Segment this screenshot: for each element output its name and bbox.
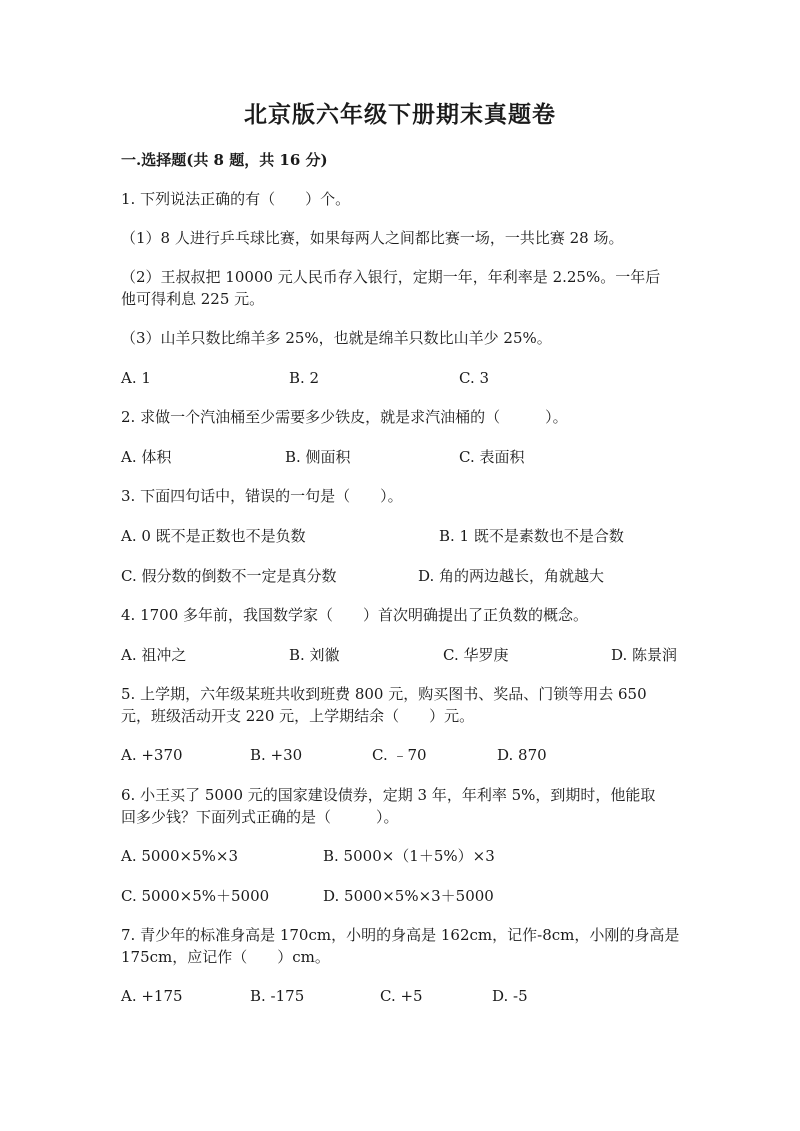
question-1-option-b[interactable]: B. 2	[289, 369, 320, 387]
question-7-option-a[interactable]: A. +175	[121, 987, 183, 1005]
question-6-text-cont: 回多少钱？下面列式正确的是（ ）。	[121, 808, 399, 826]
question-5-text: 5. 上学期，六年级某班共收到班费 800 元，购买图书、奖品、门锁等用去 650	[121, 685, 647, 703]
question-1-option-c[interactable]: C. 3	[459, 369, 490, 387]
question-5-text-cont: 元，班级活动开支 220 元，上学期结余（ ）元。	[121, 707, 475, 725]
question-5-option-d[interactable]: D. 870	[497, 746, 547, 764]
question-7-option-b[interactable]: B. -175	[250, 987, 305, 1005]
question-2-option-a[interactable]: A. 体积	[121, 448, 172, 466]
question-5-option-b[interactable]: B. +30	[250, 746, 303, 764]
question-1-statement-2: （2）王叔叔把 10000 元人民币存入银行，定期一年，年利率是 2.25%。一年后	[121, 268, 661, 286]
question-4-option-d[interactable]: D. 陈景润	[611, 646, 678, 664]
question-3-option-c[interactable]: C. 假分数的倒数不一定是真分数	[121, 567, 337, 585]
question-6-option-a[interactable]: A. 5000×5%×3	[121, 847, 239, 865]
question-6-option-d[interactable]: D. 5000×5%×3＋5000	[323, 887, 494, 905]
question-4-option-b[interactable]: B. 刘徽	[289, 646, 340, 664]
question-2-option-b[interactable]: B. 侧面积	[285, 448, 351, 466]
question-3-option-d[interactable]: D. 角的两边越长，角就越大	[418, 567, 605, 585]
page-title: 北京版六年级下册期末真题卷	[244, 101, 556, 128]
question-6-text: 6. 小王买了 5000 元的国家建设债券，定期 3 年，年利率 5%，到期时，他能取	[121, 786, 656, 804]
question-3-text: 3. 下面四句话中，错误的一句是（ ）。	[121, 487, 403, 505]
question-2-text: 2. 求做一个汽油桶至少需要多少铁皮，就是求汽油桶的（ ）。	[121, 408, 568, 426]
question-1-statement-2-cont: 他可得利息 225 元。	[121, 290, 265, 308]
question-4-option-a[interactable]: A. 祖冲之	[121, 646, 187, 664]
question-3-option-a[interactable]: A. 0 既不是正数也不是负数	[121, 527, 306, 545]
question-7-option-c[interactable]: C. +5	[380, 987, 423, 1005]
question-2-option-c[interactable]: C. 表面积	[459, 448, 525, 466]
question-5-option-c[interactable]: C. ﹣70	[372, 746, 427, 764]
question-1-option-a[interactable]: A. 1	[121, 369, 151, 387]
question-1-text: 1. 下列说法正确的有（ ）个。	[121, 190, 351, 208]
question-7-option-d[interactable]: D. -5	[492, 987, 528, 1005]
question-1-statement-3: （3）山羊只数比绵羊多 25%，也就是绵羊只数比山羊少 25%。	[121, 329, 552, 347]
question-6-option-c[interactable]: C. 5000×5%＋5000	[121, 887, 270, 905]
question-6-option-b[interactable]: B. 5000×（1＋5%）×3	[323, 847, 495, 865]
question-3-option-b[interactable]: B. 1 既不是素数也不是合数	[439, 527, 624, 545]
question-1-statement-1: （1）8 人进行乒乓球比赛，如果每两人之间都比赛一场，一共比赛 28 场。	[121, 229, 624, 247]
question-5-option-a[interactable]: A. +370	[121, 746, 183, 764]
question-4-option-c[interactable]: C. 华罗庚	[443, 646, 509, 664]
question-7-text-cont: 175cm，应记作（ ）cm。	[121, 948, 330, 966]
question-7-text: 7. 青少年的标准身高是 170cm，小明的身高是 162cm，记作-8cm，小刚的身高是	[121, 926, 680, 944]
section-heading: 一.选择题(共 8 题，共 16 分)	[121, 151, 328, 169]
question-4-text: 4. 1700 多年前，我国数学家（ ）首次明确提出了正负数的概念。	[121, 606, 589, 624]
